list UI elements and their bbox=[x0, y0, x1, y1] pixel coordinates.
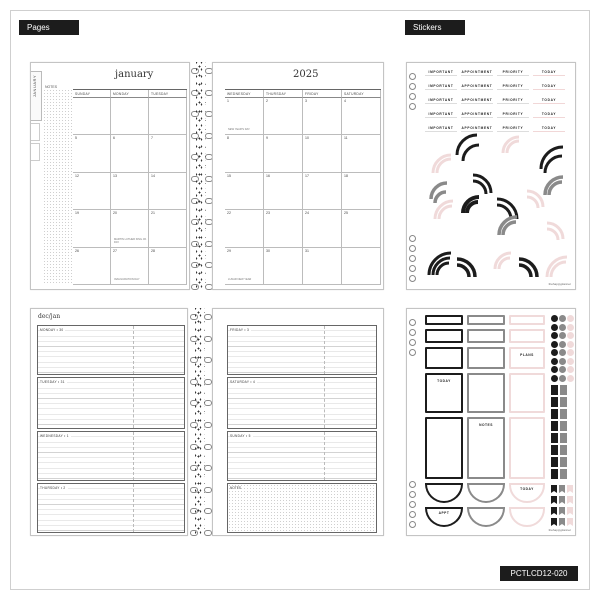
flag-sticker[interactable] bbox=[551, 445, 558, 455]
calendar-day-cell[interactable] bbox=[149, 98, 187, 135]
dot-sticker[interactable] bbox=[551, 324, 558, 331]
dot-sticker[interactable] bbox=[551, 341, 558, 348]
bookmark-sticker[interactable] bbox=[551, 496, 557, 504]
day-number: 13 bbox=[113, 173, 117, 178]
word-sticker[interactable]: APPOINTMENT bbox=[461, 126, 493, 130]
bookmark-sticker[interactable] bbox=[559, 507, 565, 515]
box-sticker[interactable]: TODAY bbox=[425, 373, 463, 413]
dot-sticker[interactable] bbox=[567, 332, 574, 339]
calendar-day-cell[interactable] bbox=[149, 248, 187, 285]
day-number: 9 bbox=[266, 136, 268, 141]
bookmark-sticker[interactable] bbox=[567, 485, 573, 493]
weekday-header: MONDAY bbox=[111, 90, 149, 98]
bookmark-sticker[interactable] bbox=[551, 485, 557, 493]
calendar-day-cell[interactable] bbox=[225, 248, 264, 285]
binder-hole bbox=[409, 329, 416, 336]
dot-sticker[interactable] bbox=[567, 349, 574, 356]
calendar-day-cell[interactable] bbox=[149, 210, 187, 247]
box-sticker[interactable]: PLANS bbox=[509, 347, 545, 369]
day-number: 12 bbox=[75, 173, 79, 178]
dot-sticker[interactable] bbox=[551, 358, 558, 365]
box-sticker[interactable] bbox=[509, 315, 545, 325]
calendar-day-cell[interactable] bbox=[342, 135, 381, 172]
dot-sticker[interactable] bbox=[551, 366, 558, 373]
binder-hole bbox=[409, 319, 416, 326]
bookmark-sticker[interactable] bbox=[559, 518, 565, 526]
box-sticker[interactable]: NOTES bbox=[467, 417, 505, 479]
bookmark-sticker[interactable] bbox=[559, 485, 565, 493]
day-number: 1 bbox=[227, 99, 229, 103]
dot-sticker[interactable] bbox=[567, 358, 574, 365]
calendar-day-cell[interactable] bbox=[73, 135, 111, 172]
calendar-day-cell[interactable] bbox=[73, 210, 111, 247]
month-title: january bbox=[115, 69, 154, 80]
dot-sticker[interactable] bbox=[551, 375, 558, 382]
calendar-day-cell[interactable] bbox=[111, 248, 149, 285]
calendar-day-cell[interactable] bbox=[303, 98, 342, 135]
day-number: 24 bbox=[305, 211, 309, 216]
weekday-header: SUNDAY bbox=[73, 90, 111, 98]
stickers-label: Stickers bbox=[405, 20, 465, 35]
box-sticker[interactable] bbox=[509, 417, 545, 479]
box-sticker[interactable] bbox=[425, 417, 463, 479]
binder-hole bbox=[409, 481, 416, 488]
spiral-ring bbox=[204, 444, 212, 450]
box-sticker[interactable] bbox=[467, 347, 505, 369]
binder-hole bbox=[409, 349, 416, 356]
holiday-note: MARTIN LUTHER KING JR. DAY bbox=[114, 237, 147, 244]
word-sticker[interactable]: IMPORTANT bbox=[425, 84, 457, 90]
calendar-day-cell[interactable] bbox=[303, 248, 342, 285]
spiral-ring bbox=[204, 336, 212, 342]
day-number: 29 bbox=[227, 248, 231, 253]
dot-sticker[interactable] bbox=[567, 324, 574, 331]
dot-sticker[interactable] bbox=[551, 349, 558, 356]
flag-sticker[interactable] bbox=[551, 409, 558, 419]
week-title: dec/jan bbox=[38, 313, 61, 320]
bookmark-sticker[interactable] bbox=[567, 518, 573, 526]
day-number: 7 bbox=[151, 136, 153, 141]
dot-sticker[interactable] bbox=[567, 341, 574, 348]
box-sticker[interactable] bbox=[467, 315, 505, 325]
dot-sticker[interactable] bbox=[551, 315, 558, 322]
day-number: 8 bbox=[227, 136, 229, 141]
day-number: 11 bbox=[344, 136, 348, 141]
spiral-ring bbox=[204, 422, 212, 428]
sku-label: PCTLCD12-020 bbox=[500, 566, 578, 581]
day-number: 4 bbox=[344, 99, 346, 103]
weekly-right-page bbox=[212, 308, 384, 536]
day-number: 19 bbox=[75, 211, 79, 216]
day-number: 10 bbox=[305, 136, 309, 141]
calendar-day-cell[interactable] bbox=[342, 98, 381, 135]
spiral-ring bbox=[204, 530, 212, 536]
dot-sticker[interactable] bbox=[559, 332, 566, 339]
dot-sticker[interactable] bbox=[559, 341, 566, 348]
flag-sticker[interactable] bbox=[560, 457, 567, 467]
bookmark-sticker[interactable] bbox=[551, 507, 557, 515]
flag-sticker[interactable] bbox=[551, 469, 558, 479]
half-circle-sticker[interactable] bbox=[467, 507, 505, 527]
word-sticker[interactable]: TODAY bbox=[533, 98, 565, 104]
word-sticker[interactable]: TODAY bbox=[533, 84, 565, 90]
word-sticker[interactable]: TODAY bbox=[533, 70, 565, 76]
day-number: 15 bbox=[227, 173, 231, 178]
word-sticker[interactable]: PRIORITY bbox=[497, 98, 529, 104]
calendar-day-cell[interactable] bbox=[264, 173, 303, 210]
word-sticker[interactable]: PRIORITY bbox=[497, 126, 529, 132]
box-sticker[interactable] bbox=[467, 329, 505, 343]
word-sticker[interactable]: PRIORITY bbox=[497, 84, 529, 90]
dot-sticker[interactable] bbox=[567, 366, 574, 373]
calendar-day-cell[interactable] bbox=[303, 135, 342, 172]
day-block[interactable]: THURSDAY • 2 bbox=[37, 483, 185, 533]
box-sticker[interactable] bbox=[509, 373, 545, 413]
calendar-day-cell[interactable] bbox=[225, 98, 264, 135]
dot-sticker[interactable] bbox=[559, 315, 566, 322]
bookmark-sticker[interactable] bbox=[559, 496, 565, 504]
dot-sticker[interactable] bbox=[567, 375, 574, 382]
dot-sticker[interactable] bbox=[551, 332, 558, 339]
calendar-day-cell[interactable] bbox=[111, 173, 149, 210]
spiral-ring bbox=[204, 465, 212, 471]
dot-strip bbox=[196, 62, 206, 290]
dot-sticker[interactable] bbox=[559, 324, 566, 331]
monthly-right-page bbox=[212, 62, 384, 290]
calendar-day-cell[interactable] bbox=[73, 248, 111, 285]
flag-sticker[interactable] bbox=[551, 397, 558, 407]
month-tab[interactable]: JANUARY bbox=[31, 71, 42, 121]
day-block[interactable]: FRIDAY • 3 bbox=[227, 325, 377, 375]
monthly-left-page bbox=[30, 62, 190, 290]
holiday-note: INAUGURATION DAY bbox=[114, 278, 140, 281]
day-number: 20 bbox=[113, 211, 117, 216]
day-block[interactable]: SUNDAY • 5 bbox=[227, 431, 377, 481]
word-sticker[interactable]: TODAY bbox=[533, 112, 565, 118]
day-number: 6 bbox=[113, 136, 115, 141]
day-number: 28 bbox=[151, 248, 155, 253]
word-sticker[interactable]: APPOINTMENT bbox=[461, 70, 493, 74]
word-sticker[interactable]: IMPORTANT bbox=[425, 126, 457, 132]
word-sticker[interactable]: IMPORTANT bbox=[425, 112, 457, 118]
brand-mark: thehappyplanner bbox=[548, 282, 571, 286]
calendar-day-cell[interactable] bbox=[264, 210, 303, 247]
dot-sticker[interactable] bbox=[559, 358, 566, 365]
half-circle-sticker[interactable]: TODAY bbox=[509, 483, 545, 503]
spiral-ring bbox=[204, 379, 212, 385]
box-sticker[interactable] bbox=[425, 315, 463, 325]
spiral-ring bbox=[204, 487, 212, 493]
weekday-header: WEDNESDAY bbox=[225, 90, 264, 98]
day-number: 14 bbox=[151, 173, 155, 178]
day-number: 27 bbox=[113, 248, 117, 253]
word-sticker[interactable]: IMPORTANT bbox=[425, 70, 457, 76]
half-circle-sticker[interactable] bbox=[509, 507, 545, 527]
weekly-left-page bbox=[30, 308, 188, 536]
day-number: 30 bbox=[266, 248, 270, 253]
day-block[interactable]: MONDAY • 30 bbox=[37, 325, 185, 375]
calendar-day-cell[interactable] bbox=[225, 210, 264, 247]
spiral-ring bbox=[204, 357, 212, 363]
flag-sticker[interactable] bbox=[560, 385, 567, 395]
flag-sticker[interactable] bbox=[560, 397, 567, 407]
day-number: 2 bbox=[266, 99, 268, 103]
day-number: 5 bbox=[75, 136, 77, 141]
calendar-grid-left bbox=[73, 89, 187, 285]
calendar-day-cell[interactable] bbox=[73, 173, 111, 210]
flag-sticker[interactable] bbox=[560, 421, 567, 431]
word-sticker[interactable]: IMPORTANT bbox=[425, 98, 457, 104]
calendar-day-cell[interactable] bbox=[303, 210, 342, 247]
calendar-day-cell[interactable] bbox=[264, 248, 303, 285]
calendar-day-cell[interactable] bbox=[111, 135, 149, 172]
calendar-day-cell[interactable] bbox=[111, 210, 149, 247]
sticker-sheet-words bbox=[406, 62, 576, 290]
day-number: 17 bbox=[305, 173, 309, 178]
flag-sticker[interactable] bbox=[551, 457, 558, 467]
day-number: 22 bbox=[227, 211, 231, 216]
calendar-day-cell[interactable] bbox=[342, 210, 381, 247]
day-block[interactable]: TUESDAY • 31 bbox=[37, 377, 185, 429]
day-number: 31 bbox=[305, 248, 309, 253]
calendar-day-cell[interactable] bbox=[342, 173, 381, 210]
day-number: 16 bbox=[266, 173, 270, 178]
box-sticker[interactable] bbox=[425, 347, 463, 369]
notes-dot-grid bbox=[43, 89, 73, 285]
flag-sticker[interactable] bbox=[560, 409, 567, 419]
word-sticker[interactable]: APPOINTMENT bbox=[461, 112, 493, 116]
brand-mark: thehappyplanner bbox=[548, 528, 571, 532]
dot-strip bbox=[195, 308, 205, 536]
calendar-grid-right bbox=[225, 89, 381, 285]
binder-hole bbox=[409, 521, 416, 528]
day-block[interactable]: WEDNESDAY • 1 bbox=[37, 431, 185, 481]
flag-sticker[interactable] bbox=[560, 433, 567, 443]
calendar-day-cell[interactable] bbox=[149, 173, 187, 210]
year-title: 2025 bbox=[293, 69, 319, 80]
dot-sticker[interactable] bbox=[559, 366, 566, 373]
month-tab-small bbox=[31, 143, 40, 161]
day-number: 26 bbox=[75, 248, 79, 253]
word-sticker[interactable]: PRIORITY bbox=[497, 112, 529, 118]
dot-sticker[interactable] bbox=[559, 349, 566, 356]
sticker-sheet-boxes bbox=[406, 308, 576, 536]
box-sticker[interactable] bbox=[467, 373, 505, 413]
day-block[interactable]: SATURDAY • 4 bbox=[227, 377, 377, 429]
calendar-day-cell[interactable] bbox=[342, 248, 381, 285]
calendar-day-cell[interactable] bbox=[303, 173, 342, 210]
weekday-header: SATURDAY bbox=[342, 90, 381, 98]
calendar-day-cell[interactable] bbox=[73, 98, 111, 135]
day-number: 18 bbox=[344, 173, 348, 178]
pages-label: Pages bbox=[19, 20, 79, 35]
day-number: 25 bbox=[344, 211, 348, 216]
calendar-day-cell[interactable] bbox=[149, 135, 187, 172]
dot-sticker[interactable] bbox=[559, 375, 566, 382]
spiral-ring bbox=[204, 314, 212, 320]
half-circle-sticker[interactable] bbox=[467, 483, 505, 503]
dot-sticker[interactable] bbox=[567, 315, 574, 322]
box-sticker[interactable] bbox=[509, 329, 545, 343]
word-sticker[interactable]: APPOINTMENT bbox=[461, 98, 493, 102]
flag-sticker[interactable] bbox=[560, 445, 567, 455]
half-circle-sticker[interactable] bbox=[425, 483, 463, 503]
binder-hole bbox=[409, 501, 416, 508]
weekday-header: TUESDAY bbox=[149, 90, 187, 98]
binder-hole bbox=[409, 511, 416, 518]
flag-sticker[interactable] bbox=[551, 421, 558, 431]
day-number: 23 bbox=[266, 211, 270, 216]
weekday-header: THURSDAY bbox=[264, 90, 303, 98]
holiday-note: NEW YEAR'S DAY bbox=[228, 128, 250, 132]
box-sticker[interactable] bbox=[425, 329, 463, 343]
calendar-day-cell[interactable] bbox=[264, 135, 303, 172]
word-sticker[interactable]: TODAY bbox=[533, 126, 565, 132]
notes-box[interactable]: NOTES bbox=[227, 483, 377, 533]
bookmark-sticker[interactable] bbox=[567, 496, 573, 504]
word-sticker[interactable]: APPOINTMENT bbox=[461, 84, 493, 88]
day-number: 3 bbox=[305, 99, 307, 103]
word-sticker[interactable]: PRIORITY bbox=[497, 70, 529, 76]
calendar-day-cell[interactable] bbox=[111, 98, 149, 135]
day-number: 21 bbox=[151, 211, 155, 216]
notes-label: NOTES bbox=[45, 85, 58, 89]
month-tab-small bbox=[31, 123, 40, 141]
calendar-day-cell[interactable] bbox=[225, 135, 264, 172]
binder-hole bbox=[409, 491, 416, 498]
calendar-day-cell[interactable] bbox=[225, 173, 264, 210]
flag-sticker[interactable] bbox=[560, 469, 567, 479]
holiday-note: LUNAR NEW YEAR bbox=[228, 278, 252, 281]
binder-hole bbox=[409, 339, 416, 346]
arc-stickers bbox=[407, 63, 576, 290]
flag-sticker[interactable] bbox=[551, 385, 558, 395]
weekday-header: FRIDAY bbox=[303, 90, 342, 98]
calendar-day-cell[interactable] bbox=[264, 98, 303, 135]
flag-sticker[interactable] bbox=[551, 433, 558, 443]
bookmark-sticker[interactable] bbox=[567, 507, 573, 515]
half-circle-sticker[interactable]: APPT bbox=[425, 507, 463, 527]
bookmark-sticker[interactable] bbox=[551, 518, 557, 526]
